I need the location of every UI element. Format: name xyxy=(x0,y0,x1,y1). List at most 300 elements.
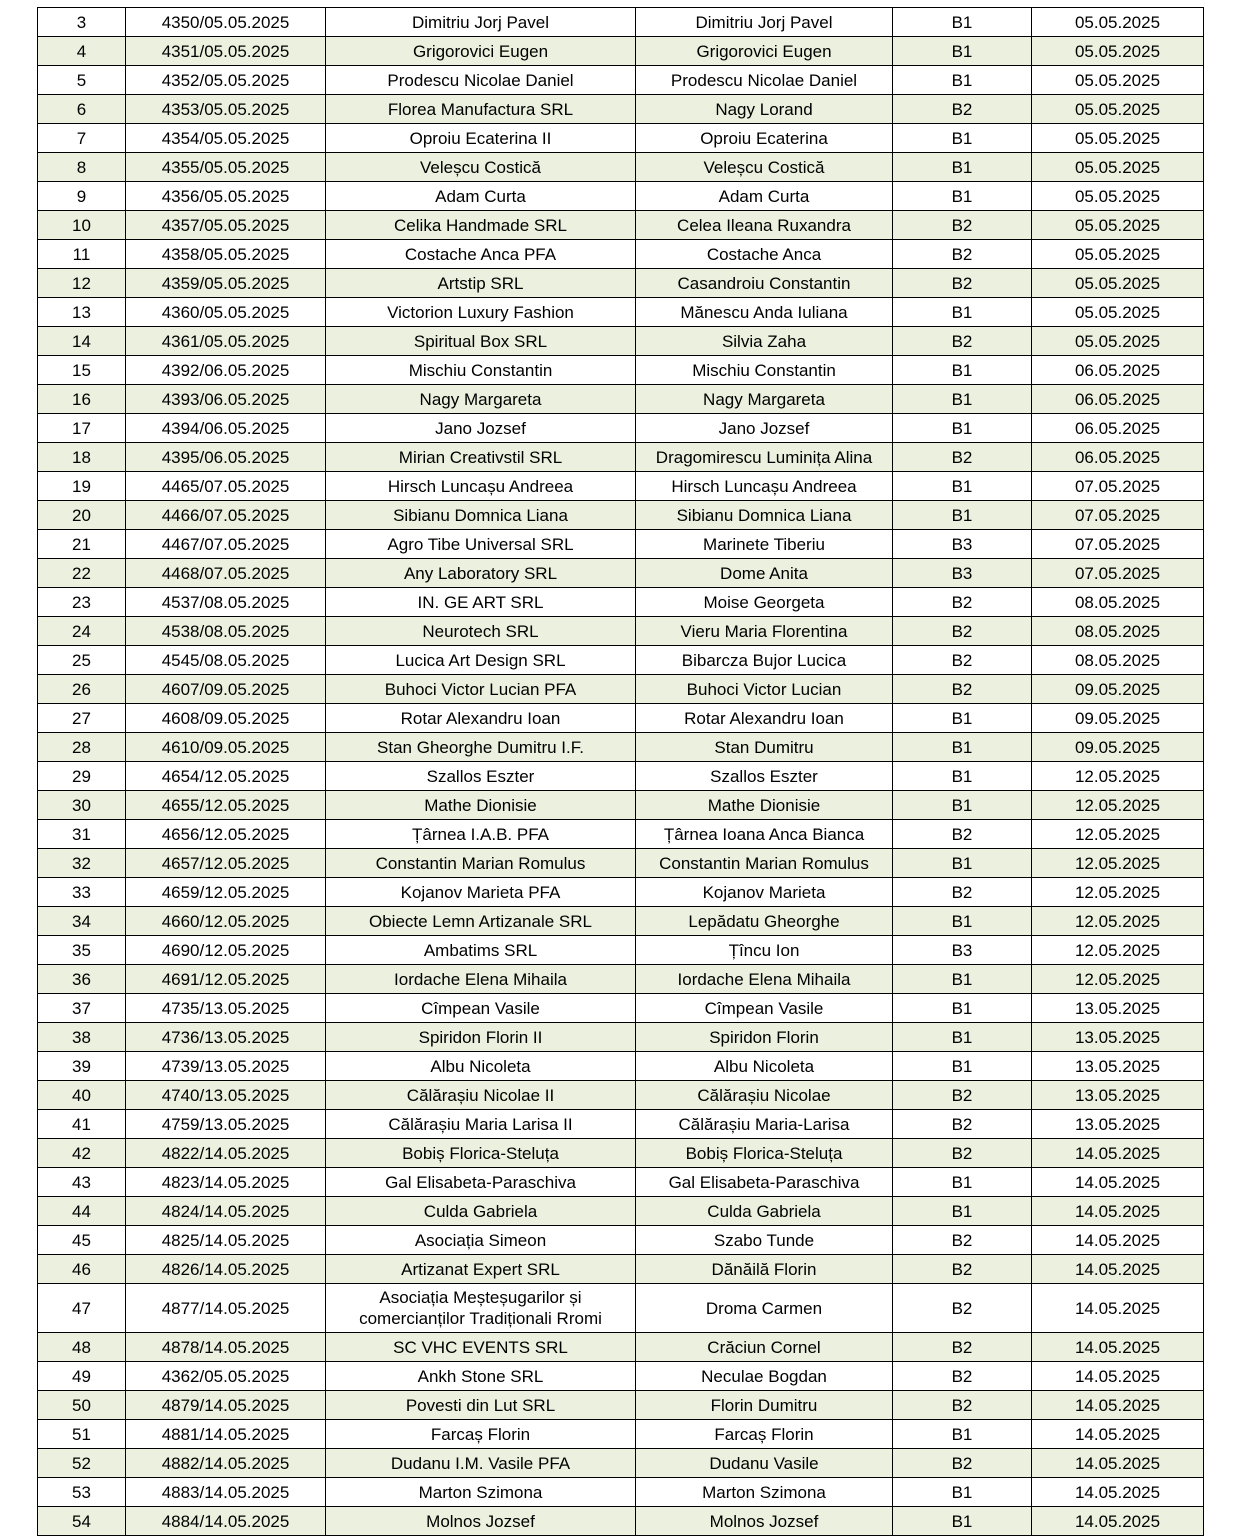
category-cell: B2 xyxy=(893,820,1032,849)
table-row xyxy=(38,1139,1204,1168)
representative-name-cell: Stan Dumitru xyxy=(636,733,893,762)
registration-number-cell: 4824/14.05.2025 xyxy=(126,1197,326,1226)
representative-name-cell: Szabo Tunde xyxy=(636,1226,893,1255)
representative-name-cell: Hirsch Luncașu Andreea xyxy=(636,472,893,501)
registration-number-cell: 4356/05.05.2025 xyxy=(126,182,326,211)
category-cell: B1 xyxy=(893,762,1032,791)
row-number-cell: 42 xyxy=(38,1139,126,1168)
table-row xyxy=(38,530,1204,559)
category-cell: B2 xyxy=(893,1284,1032,1333)
organization-name-cell: Jano Jozsef xyxy=(326,414,636,443)
row-number-cell: 46 xyxy=(38,1255,126,1284)
registration-number-cell: 4351/05.05.2025 xyxy=(126,37,326,66)
date-cell: 14.05.2025 xyxy=(1032,1139,1204,1168)
table-row xyxy=(38,211,1204,240)
representative-name-cell: Iordache Elena Mihaila xyxy=(636,965,893,994)
row-number-cell: 9 xyxy=(38,182,126,211)
registration-number-cell: 4354/05.05.2025 xyxy=(126,124,326,153)
registration-number-cell: 4362/05.05.2025 xyxy=(126,1362,326,1391)
representative-name-cell: Nagy Margareta xyxy=(636,385,893,414)
row-number-cell: 19 xyxy=(38,472,126,501)
category-cell: B2 xyxy=(893,1110,1032,1139)
registration-number-cell: 4538/08.05.2025 xyxy=(126,617,326,646)
organization-name-cell: Spiridon Florin II xyxy=(326,1023,636,1052)
category-cell: B1 xyxy=(893,1197,1032,1226)
date-cell: 05.05.2025 xyxy=(1032,327,1204,356)
category-cell: B1 xyxy=(893,1168,1032,1197)
registration-number-cell: 4656/12.05.2025 xyxy=(126,820,326,849)
date-cell: 09.05.2025 xyxy=(1032,704,1204,733)
organization-name-cell: IN. GE ART SRL xyxy=(326,588,636,617)
representative-name-cell: Spiridon Florin xyxy=(636,1023,893,1052)
date-cell: 13.05.2025 xyxy=(1032,994,1204,1023)
table-row xyxy=(38,1255,1204,1284)
category-cell: B1 xyxy=(893,849,1032,878)
date-cell: 13.05.2025 xyxy=(1032,1081,1204,1110)
row-number-cell: 3 xyxy=(38,8,126,37)
category-cell: B3 xyxy=(893,530,1032,559)
category-cell: B1 xyxy=(893,37,1032,66)
date-cell: 05.05.2025 xyxy=(1032,240,1204,269)
table-row xyxy=(38,675,1204,704)
date-cell: 14.05.2025 xyxy=(1032,1478,1204,1507)
representative-name-cell: Mischiu Constantin xyxy=(636,356,893,385)
registration-table xyxy=(37,7,1204,1536)
date-cell: 12.05.2025 xyxy=(1032,820,1204,849)
organization-name-cell: Szallos Eszter xyxy=(326,762,636,791)
organization-name-cell: Oproiu Ecaterina II xyxy=(326,124,636,153)
row-number-cell: 26 xyxy=(38,675,126,704)
date-cell: 05.05.2025 xyxy=(1032,153,1204,182)
representative-name-cell: Marinete Tiberiu xyxy=(636,530,893,559)
registration-number-cell: 4537/08.05.2025 xyxy=(126,588,326,617)
representative-name-cell: Oproiu Ecaterina xyxy=(636,124,893,153)
table-row xyxy=(38,646,1204,675)
date-cell: 14.05.2025 xyxy=(1032,1391,1204,1420)
organization-name-cell: Artstip SRL xyxy=(326,269,636,298)
category-cell: B2 xyxy=(893,1255,1032,1284)
organization-name-cell: Iordache Elena Mihaila xyxy=(326,965,636,994)
registration-number-cell: 4735/13.05.2025 xyxy=(126,994,326,1023)
registration-number-cell: 4877/14.05.2025 xyxy=(126,1284,326,1333)
category-cell: B2 xyxy=(893,443,1032,472)
category-cell: B1 xyxy=(893,1052,1032,1081)
date-cell: 09.05.2025 xyxy=(1032,675,1204,704)
representative-name-cell: Constantin Marian Romulus xyxy=(636,849,893,878)
representative-name-cell: Prodescu Nicolae Daniel xyxy=(636,66,893,95)
category-cell: B1 xyxy=(893,1478,1032,1507)
row-number-cell: 39 xyxy=(38,1052,126,1081)
date-cell: 07.05.2025 xyxy=(1032,559,1204,588)
row-number-cell: 36 xyxy=(38,965,126,994)
registration-number-cell: 4545/08.05.2025 xyxy=(126,646,326,675)
table-row xyxy=(38,1226,1204,1255)
representative-name-cell: Mănescu Anda Iuliana xyxy=(636,298,893,327)
registration-number-cell: 4350/05.05.2025 xyxy=(126,8,326,37)
row-number-cell: 50 xyxy=(38,1391,126,1420)
date-cell: 13.05.2025 xyxy=(1032,1110,1204,1139)
registration-number-cell: 4740/13.05.2025 xyxy=(126,1081,326,1110)
table-row xyxy=(38,1284,1204,1333)
row-number-cell: 23 xyxy=(38,588,126,617)
organization-name-cell: Ambatims SRL xyxy=(326,936,636,965)
row-number-cell: 38 xyxy=(38,1023,126,1052)
organization-name-cell: Florea Manufactura SRL xyxy=(326,95,636,124)
representative-name-cell: Silvia Zaha xyxy=(636,327,893,356)
organization-name-cell: Dudanu I.M. Vasile PFA xyxy=(326,1449,636,1478)
representative-name-cell: Dudanu Vasile xyxy=(636,1449,893,1478)
representative-name-cell: Cîmpean Vasile xyxy=(636,994,893,1023)
registration-number-cell: 4361/05.05.2025 xyxy=(126,327,326,356)
representative-name-cell: Jano Jozsef xyxy=(636,414,893,443)
table-row xyxy=(38,733,1204,762)
representative-name-cell: Grigorovici Eugen xyxy=(636,37,893,66)
category-cell: B2 xyxy=(893,617,1032,646)
row-number-cell: 31 xyxy=(38,820,126,849)
representative-name-cell: Veleșcu Costică xyxy=(636,153,893,182)
table-row xyxy=(38,37,1204,66)
table-row xyxy=(38,1333,1204,1362)
registration-number-cell: 4654/12.05.2025 xyxy=(126,762,326,791)
organization-name-cell: Kojanov Marieta PFA xyxy=(326,878,636,907)
date-cell: 05.05.2025 xyxy=(1032,182,1204,211)
row-number-cell: 10 xyxy=(38,211,126,240)
organization-name-cell: Mathe Dionisie xyxy=(326,791,636,820)
registration-number-cell: 4395/06.05.2025 xyxy=(126,443,326,472)
category-cell: B1 xyxy=(893,66,1032,95)
row-number-cell: 14 xyxy=(38,327,126,356)
date-cell: 14.05.2025 xyxy=(1032,1420,1204,1449)
table-row xyxy=(38,762,1204,791)
date-cell: 14.05.2025 xyxy=(1032,1168,1204,1197)
row-number-cell: 43 xyxy=(38,1168,126,1197)
category-cell: B2 xyxy=(893,240,1032,269)
registration-number-cell: 4884/14.05.2025 xyxy=(126,1507,326,1536)
row-number-cell: 45 xyxy=(38,1226,126,1255)
registration-number-cell: 4353/05.05.2025 xyxy=(126,95,326,124)
date-cell: 14.05.2025 xyxy=(1032,1507,1204,1536)
date-cell: 07.05.2025 xyxy=(1032,501,1204,530)
row-number-cell: 48 xyxy=(38,1333,126,1362)
registration-number-cell: 4659/12.05.2025 xyxy=(126,878,326,907)
category-cell: B1 xyxy=(893,994,1032,1023)
row-number-cell: 18 xyxy=(38,443,126,472)
registration-number-cell: 4736/13.05.2025 xyxy=(126,1023,326,1052)
organization-name-cell: Victorion Luxury Fashion xyxy=(326,298,636,327)
representative-name-cell: Moise Georgeta xyxy=(636,588,893,617)
category-cell: B2 xyxy=(893,1081,1032,1110)
category-cell: B1 xyxy=(893,1507,1032,1536)
row-number-cell: 44 xyxy=(38,1197,126,1226)
date-cell: 14.05.2025 xyxy=(1032,1362,1204,1391)
date-cell: 06.05.2025 xyxy=(1032,385,1204,414)
table-row xyxy=(38,704,1204,733)
category-cell: B1 xyxy=(893,385,1032,414)
registration-number-cell: 4610/09.05.2025 xyxy=(126,733,326,762)
category-cell: B2 xyxy=(893,1139,1032,1168)
table-row xyxy=(38,588,1204,617)
table-row xyxy=(38,1197,1204,1226)
row-number-cell: 24 xyxy=(38,617,126,646)
representative-name-cell: Călărașiu Maria-Larisa xyxy=(636,1110,893,1139)
row-number-cell: 5 xyxy=(38,66,126,95)
row-number-cell: 40 xyxy=(38,1081,126,1110)
table-row xyxy=(38,240,1204,269)
organization-name-cell: Călărașiu Nicolae II xyxy=(326,1081,636,1110)
organization-name-cell: Albu Nicoleta xyxy=(326,1052,636,1081)
organization-name-cell: Mischiu Constantin xyxy=(326,356,636,385)
representative-name-cell: Kojanov Marieta xyxy=(636,878,893,907)
date-cell: 05.05.2025 xyxy=(1032,298,1204,327)
table-row xyxy=(38,994,1204,1023)
row-number-cell: 15 xyxy=(38,356,126,385)
row-number-cell: 7 xyxy=(38,124,126,153)
category-cell: B2 xyxy=(893,327,1032,356)
row-number-cell: 17 xyxy=(38,414,126,443)
organization-name-cell: Culda Gabriela xyxy=(326,1197,636,1226)
row-number-cell: 52 xyxy=(38,1449,126,1478)
organization-name-cell: Ankh Stone SRL xyxy=(326,1362,636,1391)
date-cell: 12.05.2025 xyxy=(1032,878,1204,907)
category-cell: B2 xyxy=(893,269,1032,298)
representative-name-cell: Călărașiu Nicolae xyxy=(636,1081,893,1110)
registration-number-cell: 4690/12.05.2025 xyxy=(126,936,326,965)
registration-table-body xyxy=(38,8,1204,1536)
organization-name-cell: Rotar Alexandru Ioan xyxy=(326,704,636,733)
organization-name-cell: Hirsch Luncașu Andreea xyxy=(326,472,636,501)
row-number-cell: 13 xyxy=(38,298,126,327)
representative-name-cell: Culda Gabriela xyxy=(636,1197,893,1226)
registration-number-cell: 4691/12.05.2025 xyxy=(126,965,326,994)
table-row xyxy=(38,1168,1204,1197)
representative-name-cell: Nagy Lorand xyxy=(636,95,893,124)
category-cell: B1 xyxy=(893,704,1032,733)
table-row xyxy=(38,820,1204,849)
registration-number-cell: 4882/14.05.2025 xyxy=(126,1449,326,1478)
representative-name-cell: Mathe Dionisie xyxy=(636,791,893,820)
row-number-cell: 22 xyxy=(38,559,126,588)
row-number-cell: 32 xyxy=(38,849,126,878)
organization-name-cell: Adam Curta xyxy=(326,182,636,211)
representative-name-cell: Dănăilă Florin xyxy=(636,1255,893,1284)
category-cell: B1 xyxy=(893,153,1032,182)
category-cell: B2 xyxy=(893,1449,1032,1478)
registration-number-cell: 4657/12.05.2025 xyxy=(126,849,326,878)
registration-number-cell: 4739/13.05.2025 xyxy=(126,1052,326,1081)
organization-name-cell: Spiritual Box SRL xyxy=(326,327,636,356)
representative-name-cell: Adam Curta xyxy=(636,182,893,211)
category-cell: B1 xyxy=(893,356,1032,385)
registration-number-cell: 4394/06.05.2025 xyxy=(126,414,326,443)
registration-number-cell: 4467/07.05.2025 xyxy=(126,530,326,559)
registration-number-cell: 4357/05.05.2025 xyxy=(126,211,326,240)
table-row xyxy=(38,95,1204,124)
organization-name-cell: Obiecte Lemn Artizanale SRL xyxy=(326,907,636,936)
table-row xyxy=(38,965,1204,994)
row-number-cell: 6 xyxy=(38,95,126,124)
date-cell: 05.05.2025 xyxy=(1032,37,1204,66)
representative-name-cell: Neculae Bogdan xyxy=(636,1362,893,1391)
category-cell: B1 xyxy=(893,791,1032,820)
representative-name-cell: Dragomirescu Luminița Alina xyxy=(636,443,893,472)
organization-name-cell: Dimitriu Jorj Pavel xyxy=(326,8,636,37)
date-cell: 14.05.2025 xyxy=(1032,1449,1204,1478)
row-number-cell: 47 xyxy=(38,1284,126,1333)
representative-name-cell: Crăciun Cornel xyxy=(636,1333,893,1362)
representative-name-cell: Lepădatu Gheorghe xyxy=(636,907,893,936)
organization-name-cell: Marton Szimona xyxy=(326,1478,636,1507)
date-cell: 05.05.2025 xyxy=(1032,95,1204,124)
representative-name-cell: Țârnea Ioana Anca Bianca xyxy=(636,820,893,849)
table-row xyxy=(38,66,1204,95)
organization-name-cell: Sibianu Domnica Liana xyxy=(326,501,636,530)
date-cell: 12.05.2025 xyxy=(1032,762,1204,791)
organization-name-cell: Costache Anca PFA xyxy=(326,240,636,269)
row-number-cell: 28 xyxy=(38,733,126,762)
table-row xyxy=(38,1023,1204,1052)
date-cell: 12.05.2025 xyxy=(1032,965,1204,994)
row-number-cell: 51 xyxy=(38,1420,126,1449)
table-row xyxy=(38,936,1204,965)
organization-name-cell: Povesti din Lut SRL xyxy=(326,1391,636,1420)
representative-name-cell: Dimitriu Jorj Pavel xyxy=(636,8,893,37)
organization-name-cell: Asociația Simeon xyxy=(326,1226,636,1255)
table-row xyxy=(38,443,1204,472)
organization-name-cell: Agro Tibe Universal SRL xyxy=(326,530,636,559)
date-cell: 05.05.2025 xyxy=(1032,8,1204,37)
category-cell: B2 xyxy=(893,1391,1032,1420)
organization-name-cell: Neurotech SRL xyxy=(326,617,636,646)
date-cell: 09.05.2025 xyxy=(1032,733,1204,762)
category-cell: B1 xyxy=(893,965,1032,994)
registration-number-cell: 4881/14.05.2025 xyxy=(126,1420,326,1449)
row-number-cell: 11 xyxy=(38,240,126,269)
table-row xyxy=(38,1362,1204,1391)
registration-number-cell: 4883/14.05.2025 xyxy=(126,1478,326,1507)
representative-name-cell: Dome Anita xyxy=(636,559,893,588)
date-cell: 14.05.2025 xyxy=(1032,1255,1204,1284)
date-cell: 14.05.2025 xyxy=(1032,1333,1204,1362)
representative-name-cell: Molnos Jozsef xyxy=(636,1507,893,1536)
row-number-cell: 49 xyxy=(38,1362,126,1391)
table-row xyxy=(38,8,1204,37)
registration-number-cell: 4822/14.05.2025 xyxy=(126,1139,326,1168)
representative-name-cell: Farcaș Florin xyxy=(636,1420,893,1449)
date-cell: 05.05.2025 xyxy=(1032,211,1204,240)
table-row xyxy=(38,182,1204,211)
organization-name-cell: Bobiș Florica-Steluța xyxy=(326,1139,636,1168)
organization-name-cell: Buhoci Victor Lucian PFA xyxy=(326,675,636,704)
row-number-cell: 25 xyxy=(38,646,126,675)
representative-name-cell: Droma Carmen xyxy=(636,1284,893,1333)
category-cell: B1 xyxy=(893,298,1032,327)
organization-name-cell: SC VHC EVENTS SRL xyxy=(326,1333,636,1362)
registration-number-cell: 4352/05.05.2025 xyxy=(126,66,326,95)
table-row xyxy=(38,791,1204,820)
category-cell: B1 xyxy=(893,907,1032,936)
category-cell: B3 xyxy=(893,936,1032,965)
table-row xyxy=(38,907,1204,936)
row-number-cell: 12 xyxy=(38,269,126,298)
registration-number-cell: 4878/14.05.2025 xyxy=(126,1333,326,1362)
date-cell: 08.05.2025 xyxy=(1032,646,1204,675)
category-cell: B2 xyxy=(893,211,1032,240)
registration-number-cell: 4468/07.05.2025 xyxy=(126,559,326,588)
registration-number-cell: 4608/09.05.2025 xyxy=(126,704,326,733)
category-cell: B2 xyxy=(893,646,1032,675)
row-number-cell: 34 xyxy=(38,907,126,936)
row-number-cell: 21 xyxy=(38,530,126,559)
registration-number-cell: 4360/05.05.2025 xyxy=(126,298,326,327)
registration-number-cell: 4826/14.05.2025 xyxy=(126,1255,326,1284)
organization-name-cell: Molnos Jozsef xyxy=(326,1507,636,1536)
organization-name-cell: Cîmpean Vasile xyxy=(326,994,636,1023)
table-row xyxy=(38,1478,1204,1507)
table-row xyxy=(38,849,1204,878)
table-row xyxy=(38,559,1204,588)
date-cell: 06.05.2025 xyxy=(1032,443,1204,472)
date-cell: 12.05.2025 xyxy=(1032,849,1204,878)
table-row xyxy=(38,385,1204,414)
registration-number-cell: 4655/12.05.2025 xyxy=(126,791,326,820)
table-row xyxy=(38,269,1204,298)
representative-name-cell: Marton Szimona xyxy=(636,1478,893,1507)
table-row xyxy=(38,153,1204,182)
representative-name-cell: Țîncu Ion xyxy=(636,936,893,965)
organization-name-cell: Farcaș Florin xyxy=(326,1420,636,1449)
date-cell: 12.05.2025 xyxy=(1032,791,1204,820)
registration-number-cell: 4359/05.05.2025 xyxy=(126,269,326,298)
representative-name-cell: Vieru Maria Florentina xyxy=(636,617,893,646)
row-number-cell: 37 xyxy=(38,994,126,1023)
representative-name-cell: Rotar Alexandru Ioan xyxy=(636,704,893,733)
row-number-cell: 53 xyxy=(38,1478,126,1507)
table-row xyxy=(38,1449,1204,1478)
table-row xyxy=(38,1391,1204,1420)
organization-name-cell: Veleșcu Costică xyxy=(326,153,636,182)
representative-name-cell: Florin Dumitru xyxy=(636,1391,893,1420)
representative-name-cell: Bibarcza Bujor Lucica xyxy=(636,646,893,675)
row-number-cell: 20 xyxy=(38,501,126,530)
row-number-cell: 33 xyxy=(38,878,126,907)
category-cell: B2 xyxy=(893,1333,1032,1362)
category-cell: B2 xyxy=(893,588,1032,617)
registration-number-cell: 4660/12.05.2025 xyxy=(126,907,326,936)
registration-number-cell: 4393/06.05.2025 xyxy=(126,385,326,414)
organization-name-cell: Constantin Marian Romulus xyxy=(326,849,636,878)
representative-name-cell: Bobiș Florica-Steluța xyxy=(636,1139,893,1168)
table-row xyxy=(38,1420,1204,1449)
row-number-cell: 54 xyxy=(38,1507,126,1536)
table-row xyxy=(38,472,1204,501)
date-cell: 13.05.2025 xyxy=(1032,1023,1204,1052)
organization-name-cell: Artizanat Expert SRL xyxy=(326,1255,636,1284)
category-cell: B1 xyxy=(893,414,1032,443)
table-row xyxy=(38,878,1204,907)
organization-name-cell: Asociația Meșteșugarilor și comercianților Tradiționali Rromi xyxy=(326,1284,636,1333)
row-number-cell: 8 xyxy=(38,153,126,182)
table-row xyxy=(38,501,1204,530)
date-cell: 12.05.2025 xyxy=(1032,936,1204,965)
organization-name-cell: Gal Elisabeta-Paraschiva xyxy=(326,1168,636,1197)
registration-number-cell: 4358/05.05.2025 xyxy=(126,240,326,269)
category-cell: B2 xyxy=(893,1226,1032,1255)
category-cell: B1 xyxy=(893,472,1032,501)
organization-name-cell: Celika Handmade SRL xyxy=(326,211,636,240)
date-cell: 05.05.2025 xyxy=(1032,269,1204,298)
table-row xyxy=(38,1081,1204,1110)
row-number-cell: 4 xyxy=(38,37,126,66)
